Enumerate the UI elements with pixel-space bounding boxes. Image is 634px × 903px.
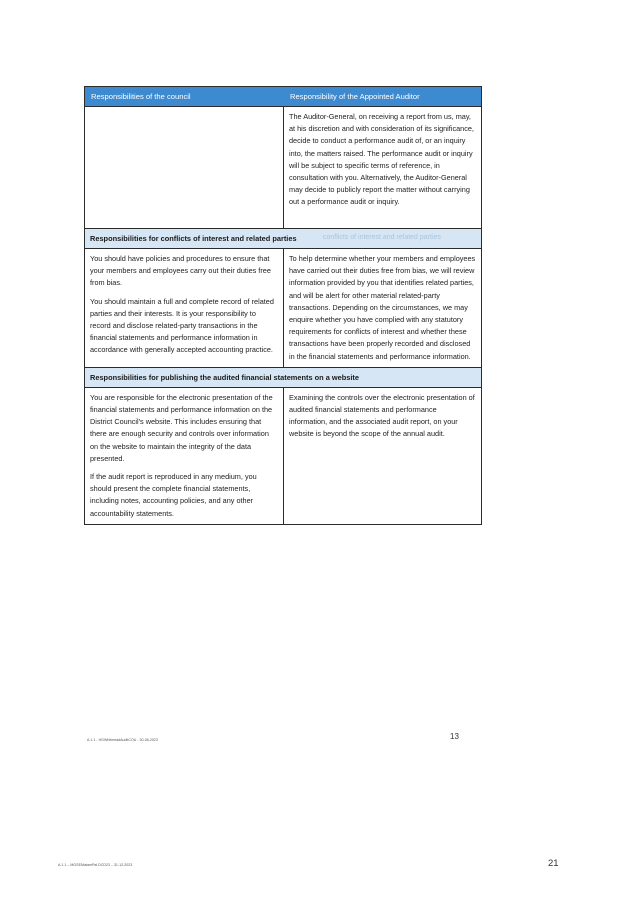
section-title: Responsibilities for publishing the audited financial statements on a website <box>90 372 359 382</box>
table-header-row <box>85 87 481 106</box>
section-title: Responsibilities for conflicts of interest and related parties <box>90 234 297 243</box>
table-row <box>85 106 481 228</box>
council-cell <box>85 249 284 367</box>
table-row <box>85 387 481 524</box>
responsibilities-table <box>84 86 482 525</box>
header-council: Responsibilities of the council <box>91 92 191 101</box>
publishing-council-p2: If the audit report is reproduced in any medium, you should present the complete financial statements, including notes, accounting policies, and any other accountability statements. <box>90 472 257 518</box>
council-cell-empty <box>85 107 284 228</box>
inner-footer-reference: A.1.1 - HGWhitmeadAuditCOU - 30-06-2023 <box>87 738 158 742</box>
header-auditor: Responsibility of the Appointed Auditor <box>290 92 420 101</box>
publishing-auditor-text: Examining the controls over the electronic presentation of audited financial statements and performance information, and the associated audit report, on your website is beyond the scope of the annual audit. <box>289 392 475 439</box>
auditor-cell <box>284 388 481 524</box>
outer-page-number: 21 <box>548 858 559 869</box>
auditor-report-text: The Auditor-General, on receiving a report from us, may, at his discretion and with consideration of its significance, decide to conduct a performance audit of, or an inquiry into, the matters raised. The performance audit or inquiry will be subject to specific terms of reference, in consultation with you. Alternatively, the Auditor-General may decide to publicly report the matter without carrying out a performance audit or inquiry. <box>289 112 474 207</box>
auditor-cell <box>284 249 481 367</box>
auditor-cell <box>284 107 481 228</box>
table-row <box>85 248 481 367</box>
council-cell <box>85 388 284 524</box>
section-heading-publishing <box>85 367 481 387</box>
conflicts-auditor-text: To help determine whether your members and employees have carried out their duties free from bias, we will review information provided by you that identifies related parties, and will be alert for other material related-party transactions. Depending on the circumstances, we may enquire whether you have complied with any statutory requirements for conflicts of interest and whether these transactions have been properly recorded and disclosed in the financial statements and performance information. <box>289 254 476 361</box>
conflicts-council-p1: You should have policies and procedures to ensure that your members and employees carry out their duties free from bias. <box>90 254 271 288</box>
conflicts-council-p2: You should maintain a full and complete record of related parties and their interests. It is your responsibility to record and disclose related-party transactions in the financial statements and performance information in accordance with generally accepted accounting practice. <box>90 296 274 355</box>
inner-page-number: 13 <box>450 732 459 741</box>
section-heading-conflicts <box>85 228 481 248</box>
publishing-council-p1: You are responsible for the electronic presentation of the financial statements and performance information on the District Council's website. This includes ensuring that there are enough security and controls over information on the website to maintain the integrity of the data presented. <box>90 392 273 463</box>
outer-footer-reference: A.1.1 – MGSEMatamPal.DCD23 – 31-12-2023 <box>58 863 133 867</box>
faded-bleed-text: conflicts of interest and related parties <box>323 234 441 241</box>
